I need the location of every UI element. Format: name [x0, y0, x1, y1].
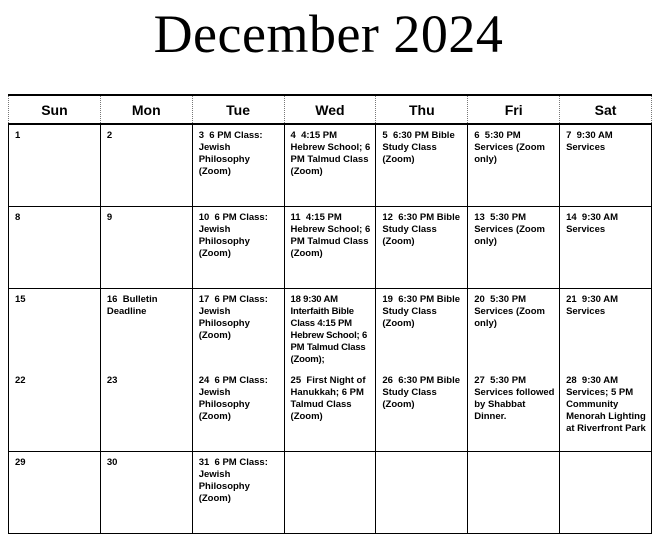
day-number: 22 [15, 375, 26, 386]
day-number: 13 [474, 212, 485, 223]
weekday-header-tue: Tue [192, 95, 284, 124]
day-number: 2 [106, 130, 113, 141]
day-cell [468, 452, 560, 534]
event-text: 9:30 AM Services; 5 PM Community Menorah Lighting at Riverfront Park [566, 375, 646, 434]
day-cell [468, 124, 560, 207]
day-number: 4 [290, 130, 296, 141]
event-text: Bulletin Deadline [106, 294, 158, 317]
day-number: 5 [382, 130, 388, 141]
event-text: 6:30 PM Bible Study Class (Zoom) [382, 130, 455, 165]
day-number: 6 [474, 130, 480, 141]
event-text: 6 PM Class: Jewish Philosophy (Zoom) [198, 375, 268, 422]
day-number: 26 [382, 375, 393, 386]
day-cell [192, 289, 284, 371]
weekday-header-mon: Mon [100, 95, 192, 124]
day-number: 7 [566, 130, 572, 141]
calendar-grid [8, 94, 652, 534]
event-text: 5:30 PM Services (Zoom only) [474, 294, 545, 329]
event-text: 9:30 AM Interfaith Bible Class 4:15 PM Hebrew School; 6 PM Talmud Class (Zoom); [290, 294, 368, 365]
event-text: 6 PM Class: Jewish Philosophy (Zoom) [198, 212, 268, 259]
weekday-header-sun: Sun [9, 95, 101, 124]
weekday-header-sat: Sat [560, 95, 652, 124]
day-cell [284, 289, 376, 371]
event-text: 6 PM Class: Jewish Philosophy (Zoom) [198, 294, 268, 341]
day-number: 14 [566, 212, 577, 223]
day-cell [376, 452, 468, 534]
day-number: 16 [106, 294, 118, 305]
day-cell [100, 124, 192, 207]
day-number: 21 [566, 294, 577, 305]
day-cell [284, 207, 376, 289]
day-number: 10 [198, 212, 210, 223]
day-number: 9 [106, 212, 113, 223]
day-cell [192, 207, 284, 289]
event-text: 6:30 PM Bible Study Class (Zoom) [382, 375, 461, 410]
event-text: 9:30 AM Services [566, 130, 613, 153]
day-cell [100, 370, 192, 452]
day-number: 20 [474, 294, 485, 305]
weekday-header-row [9, 95, 652, 124]
day-cell [284, 370, 376, 452]
day-number: 29 [15, 457, 26, 468]
week-row-1 [9, 124, 652, 207]
day-cell [192, 452, 284, 534]
day-number: 31 [198, 457, 210, 468]
day-cell [100, 289, 192, 371]
weekday-header-fri: Fri [468, 95, 560, 124]
event-text: 9:30 AM Services [566, 212, 618, 235]
weekday-header-thu: Thu [376, 95, 468, 124]
day-number: 18 [290, 294, 301, 305]
event-text: 6 PM Class: Jewish Philosophy (Zoom) [198, 130, 263, 177]
day-number: 23 [106, 375, 118, 386]
day-cell [468, 289, 560, 371]
event-text: 4:15 PM Hebrew School; 6 PM Talmud Class (Zoom) [290, 212, 371, 259]
day-number: 12 [382, 212, 393, 223]
event-text: 5:30 PM Services (Zoom only) [474, 212, 545, 247]
day-cell [100, 452, 192, 534]
day-cell [376, 124, 468, 207]
day-cell [560, 124, 652, 207]
day-cell [9, 370, 101, 452]
weekday-header-wed: Wed [284, 95, 376, 124]
day-cell [560, 207, 652, 289]
day-number: 30 [106, 457, 118, 468]
day-cell [9, 452, 101, 534]
day-cell [284, 452, 376, 534]
day-number: 19 [382, 294, 393, 305]
week-row-2 [9, 207, 652, 289]
event-text: 9:30 AM Services [566, 294, 618, 317]
event-text: First Night of Hanukkah; 6 PM Talmud Class (Zoom) [290, 375, 366, 422]
event-text: 5:30 PM Services followed by Shabbat Dinner. [474, 375, 555, 422]
day-cell [376, 370, 468, 452]
day-cell [9, 207, 101, 289]
day-cell [468, 370, 560, 452]
day-number: 3 [198, 130, 204, 141]
day-number: 1 [15, 130, 21, 141]
day-number: 28 [566, 375, 577, 386]
day-number: 17 [198, 294, 210, 305]
day-cell [376, 289, 468, 371]
event-text: 4:15 PM Hebrew School; 6 PM Talmud Class (Zoom) [290, 130, 371, 177]
day-cell [100, 207, 192, 289]
event-text: 6 PM Class: Jewish Philosophy (Zoom) [198, 457, 268, 504]
week-row-4 [9, 370, 652, 452]
calendar-title: December 2024 [153, 4, 504, 64]
event-text: 6:30 PM Bible Study Class (Zoom) [382, 294, 461, 329]
week-row-5 [9, 452, 652, 534]
day-cell [192, 370, 284, 452]
day-number: 15 [15, 294, 26, 305]
day-number: 24 [198, 375, 210, 386]
event-text: 6:30 PM Bible Study Class (Zoom) [382, 212, 461, 247]
day-cell [9, 289, 101, 371]
day-cell [9, 124, 101, 207]
day-number: 11 [290, 212, 301, 223]
week-row-3 [9, 289, 652, 371]
day-cell [284, 124, 376, 207]
day-cell [560, 370, 652, 452]
day-number: 25 [290, 375, 302, 386]
day-number: 8 [15, 212, 21, 223]
event-text: 5:30 PM Services (Zoom only) [474, 130, 545, 165]
day-cell [376, 207, 468, 289]
day-cell [192, 124, 284, 207]
day-cell [560, 452, 652, 534]
day-number: 27 [474, 375, 485, 386]
day-cell [560, 289, 652, 371]
day-cell [468, 207, 560, 289]
